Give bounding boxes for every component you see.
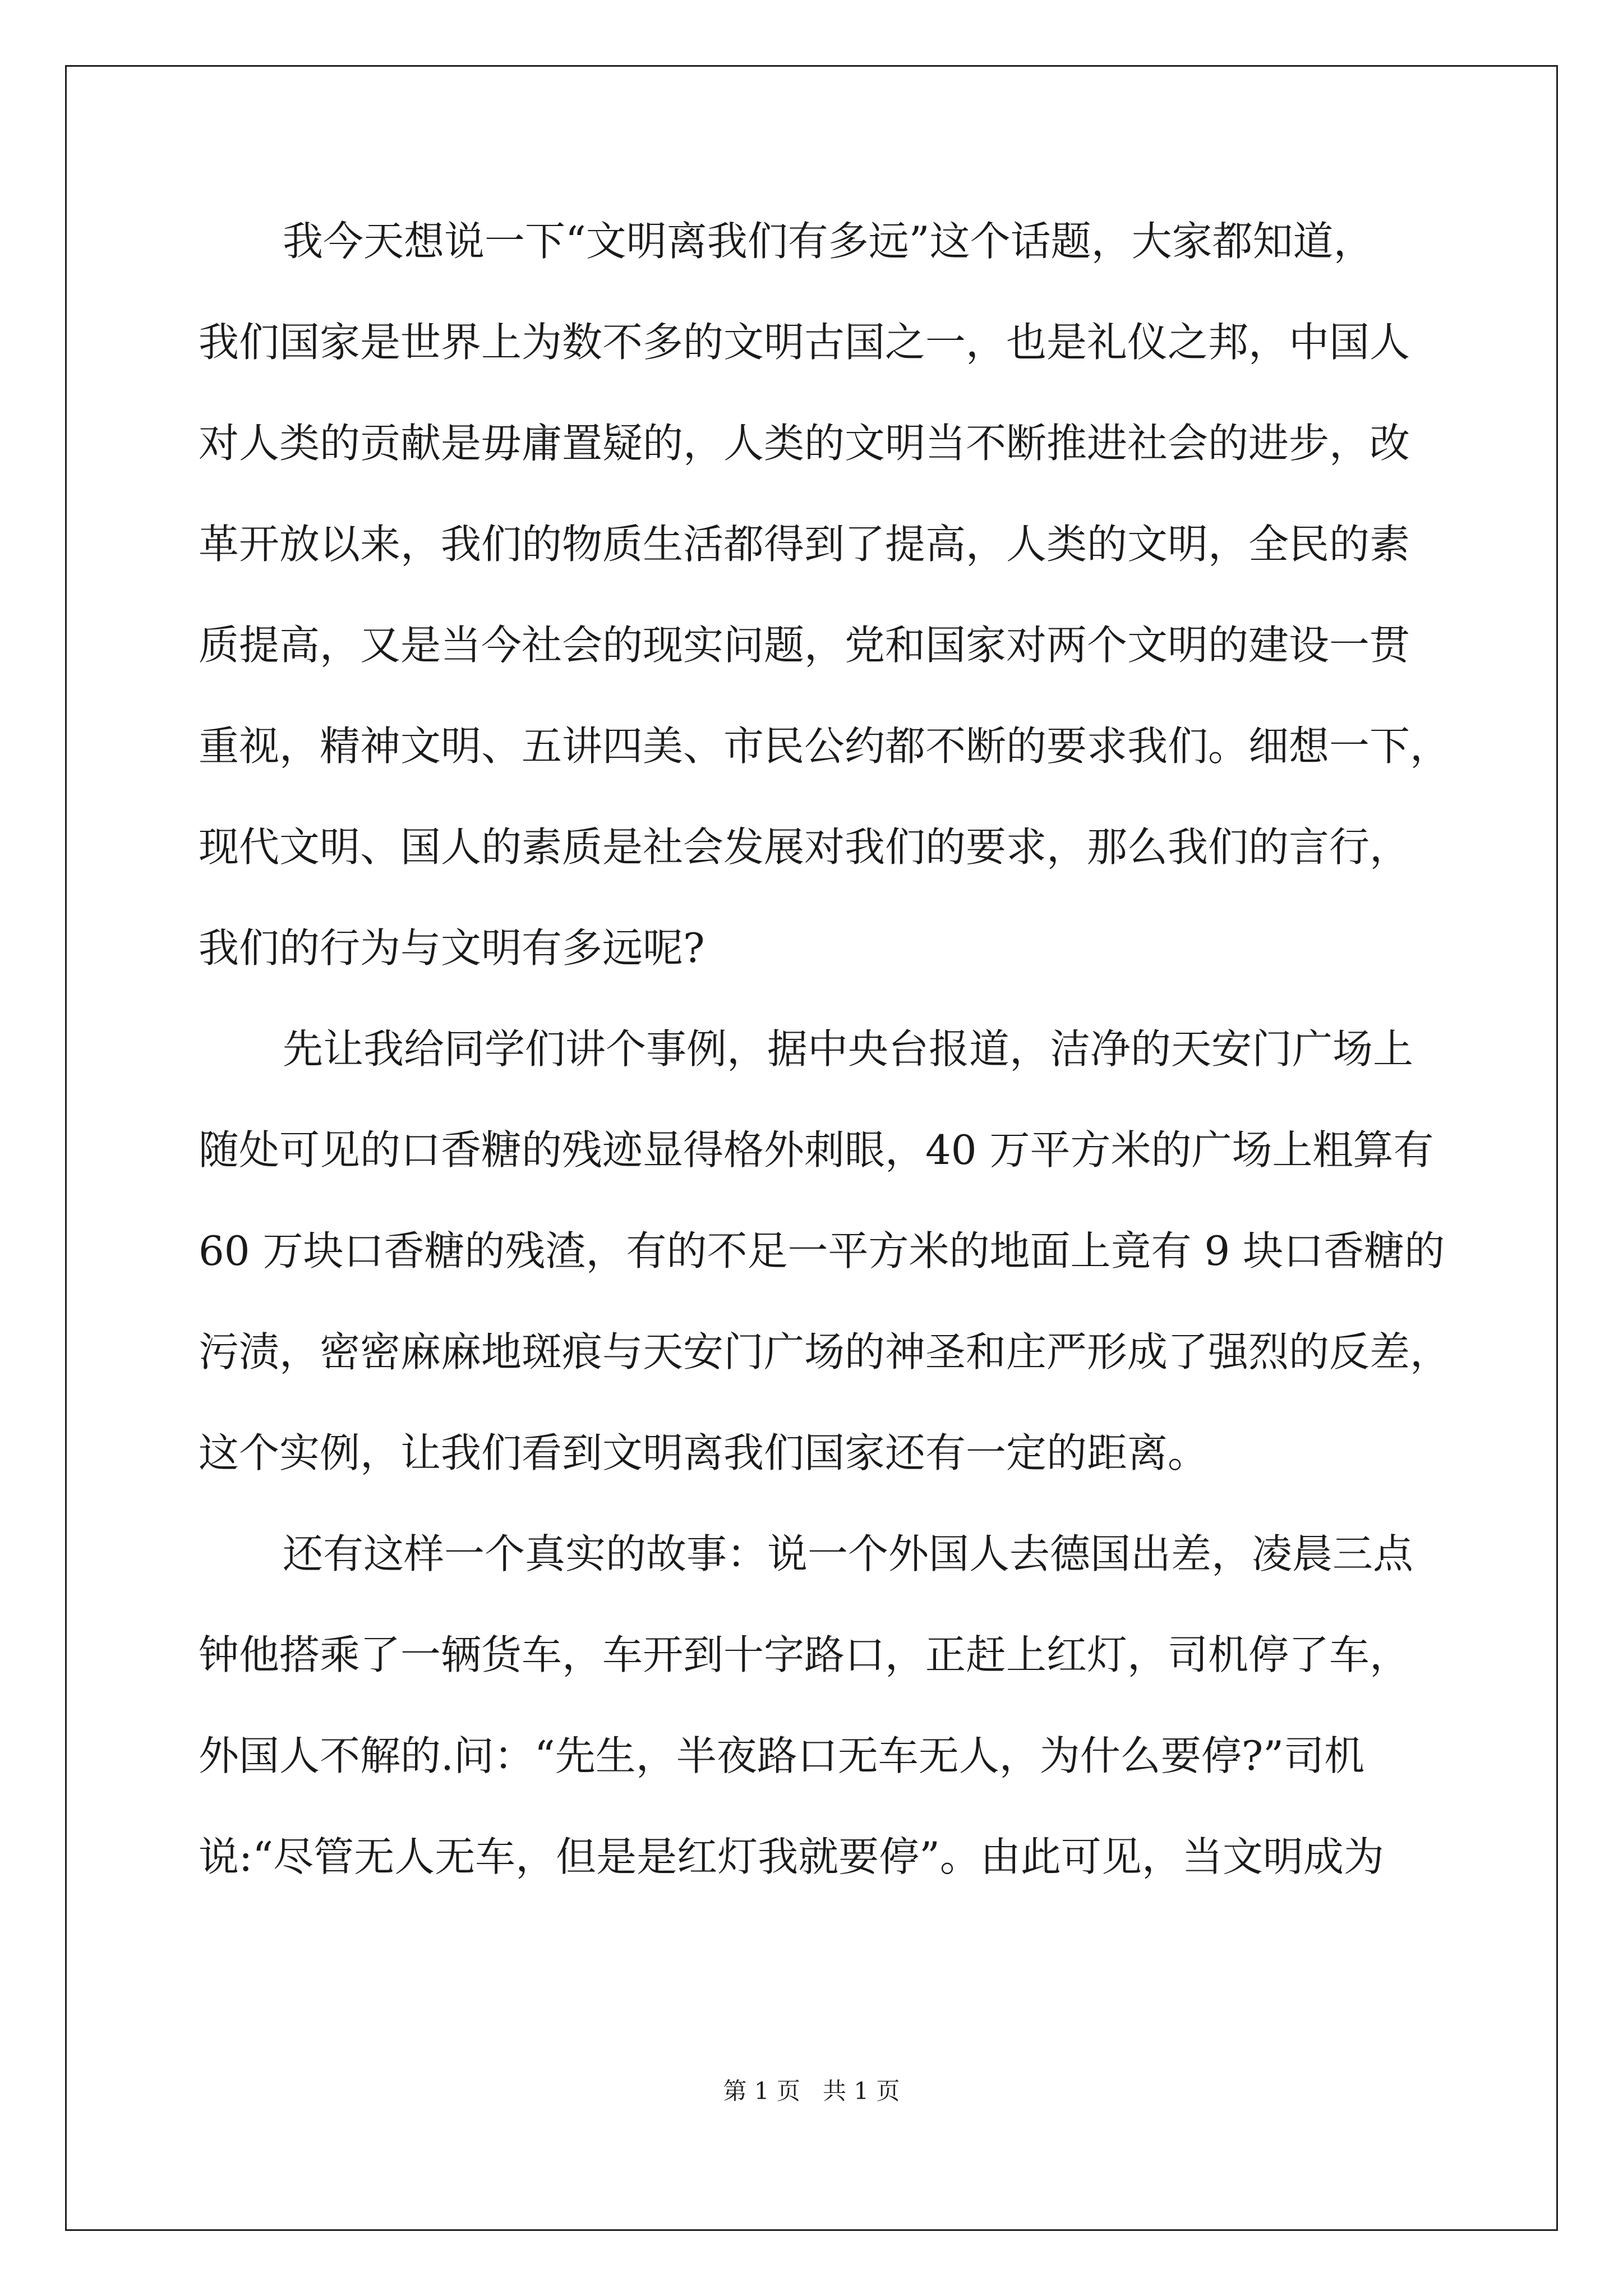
text-line: 这个实例，让我们看到文明离我们国家还有一定的距离。 (199, 1429, 1209, 1476)
text-line: 污渍，密密麻麻地斑痕与天安门广场的神圣和庄严形成了强烈的反差， (199, 1328, 1451, 1375)
text-line: 说:“尽管无人无车，但是是红灯我就要停”。由此可见，当文明成为 (199, 1833, 1384, 1880)
text-line: 革开放以来，我们的物质生活都得到了提高，人类的文明，全民的素 (199, 521, 1410, 568)
text-line: 现代文明、国人的素质是社会发展对我们的要求，那么我们的言行， (199, 823, 1410, 871)
text-line: 我今天想说一下“文明离我们有多远”这个话题，大家都知道， (283, 218, 1374, 265)
text-line: 随处可见的口香糖的残迹显得格外刺眼，40 万平方米的广场上粗算有 (199, 1126, 1434, 1174)
text-line: 外国人不解的.问：“先生，半夜路口无车无人，为什么要停?”司机 (199, 1732, 1365, 1779)
text-line: 先让我给同学们讲个事例，据中央台报道，洁净的天安门广场上 (283, 1025, 1414, 1073)
text-line: 还有这样一个真实的故事：说一个外国人去德国出差，凌晨三点 (283, 1530, 1414, 1577)
text-line: 钟他搭乘了一辆货车，车开到十字路口，正赶上红灯，司机停了车， (199, 1631, 1410, 1678)
text-line: 对人类的贡献是毋庸置疑的，人类的文明当不断推进社会的进步，改 (199, 420, 1410, 467)
text-line: 我们的行为与文明有多远呢? (199, 924, 705, 972)
document-body (199, 191, 1451, 1907)
text-line: 我们国家是世界上为数不多的文明古国之一，也是礼仪之邦，中国人 (199, 319, 1410, 366)
text-line: 60 万块口香糖的残渣，有的不足一平方米的地面上竟有 9 块口香糖的 (199, 1227, 1445, 1274)
text-line: 重视，精神文明、五讲四美、市民公约都不断的要求我们。细想一下， (199, 723, 1451, 770)
text-line: 质提高，又是当今社会的现实问题，党和国家对两个文明的建设一贯 (199, 622, 1410, 669)
page-footer: 第 1 页 共 1 页 (723, 2077, 900, 2105)
